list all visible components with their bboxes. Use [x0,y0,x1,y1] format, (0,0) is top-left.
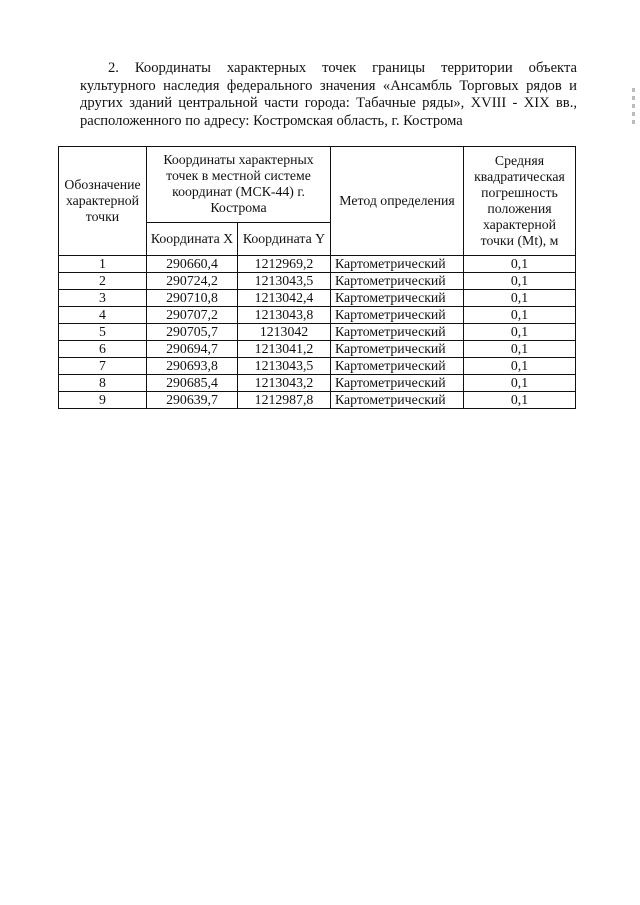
header-method: Метод определения [331,147,464,256]
cell-point: 6 [59,341,147,358]
cell-x: 290707,2 [147,307,238,324]
cell-y: 1213043,5 [238,358,331,375]
cell-method: Картометрический [331,341,464,358]
header-x: Координата X [147,222,238,255]
cell-method: Картометрический [331,375,464,392]
cell-error: 0,1 [464,375,576,392]
cell-y: 1213043,8 [238,307,331,324]
cell-y: 1213041,2 [238,341,331,358]
cell-y: 1213042 [238,324,331,341]
cell-point: 4 [59,307,147,324]
cell-method: Картометрический [331,358,464,375]
cell-error: 0,1 [464,273,576,290]
cell-point: 9 [59,392,147,409]
cell-point: 2 [59,273,147,290]
table-header [59,147,576,256]
cell-error: 0,1 [464,392,576,409]
cell-method: Картометрический [331,392,464,409]
header-error: Средняя квадратическая погрешность положения характерной точки (Mt), м [464,147,576,256]
cell-point: 7 [59,358,147,375]
cell-point: 1 [59,256,147,273]
table-row [59,290,576,307]
cell-point: 3 [59,290,147,307]
cell-point: 5 [59,324,147,341]
header-y: Координата Y [238,222,331,255]
cell-x: 290705,7 [147,324,238,341]
table-row [59,273,576,290]
cell-x: 290694,7 [147,341,238,358]
margin-mark [632,88,635,128]
table-row [59,307,576,324]
cell-x: 290660,4 [147,256,238,273]
cell-error: 0,1 [464,358,576,375]
table-row [59,324,576,341]
cell-y: 1213043,5 [238,273,331,290]
table-row [59,341,576,358]
cell-x: 290685,4 [147,375,238,392]
cell-method: Картометрический [331,307,464,324]
cell-error: 0,1 [464,341,576,358]
cell-y: 1213042,4 [238,290,331,307]
cell-y: 1213043,2 [238,375,331,392]
cell-y: 1212969,2 [238,256,331,273]
header-coord-group: Координаты характерных точек в местной системе координат (МСК-44) г. Кострома [147,147,331,223]
coordinates-table [58,146,576,409]
cell-method: Картометрический [331,324,464,341]
cell-error: 0,1 [464,290,576,307]
table-body [59,256,576,409]
cell-method: Картометрический [331,273,464,290]
cell-method: Картометрический [331,256,464,273]
table-row [59,256,576,273]
cell-x: 290639,7 [147,392,238,409]
cell-method: Картометрический [331,290,464,307]
header-point: Обозначение характерной точки [59,147,147,256]
table-row [59,375,576,392]
section-paragraph: 2. Координаты характерных точек границы территории объекта культурного наследия федерального значения «Ансамбль Торговых рядов и других зданий центральной части города: Табачные ряды», XVIII - XIX вв., расположенного по адресу: Костромская область, г. Кострома [80,60,577,129]
table-row [59,392,576,409]
cell-error: 0,1 [464,256,576,273]
cell-x: 290693,8 [147,358,238,375]
table-row [59,358,576,375]
cell-error: 0,1 [464,324,576,341]
cell-x: 290724,2 [147,273,238,290]
cell-x: 290710,8 [147,290,238,307]
cell-point: 8 [59,375,147,392]
cell-error: 0,1 [464,307,576,324]
cell-y: 1212987,8 [238,392,331,409]
